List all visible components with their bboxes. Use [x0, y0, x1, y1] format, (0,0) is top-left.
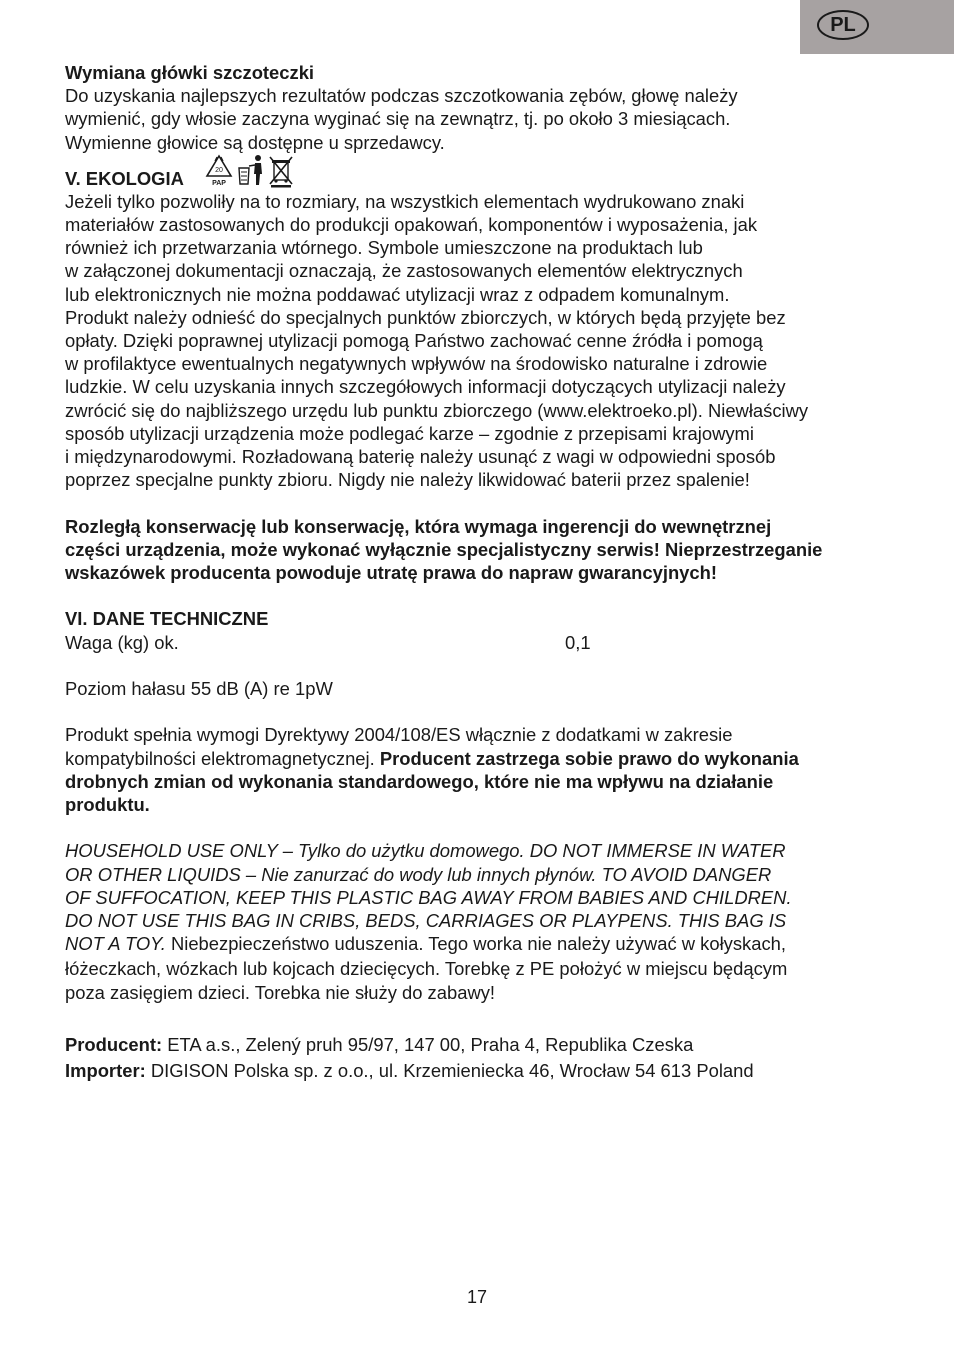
safety-line	[65, 932, 895, 957]
ecology-line: poprzez specjalne punkty zbioru. Nigdy nie należy likwidować baterii przez spalenie!	[65, 469, 750, 491]
ecology-line: sposób utylizacji urządzenia może podlegać karze – zgodnie z przepisami krajowymi	[65, 422, 754, 444]
weight-row	[65, 631, 895, 654]
service-warning-line: Rozległą konserwację lub konserwację, która wymaga ingerencji do wewnętrznej	[65, 515, 772, 537]
directive-line: produktu.	[65, 794, 150, 816]
ecology-line: Produkt należy odnieść do specjalnych punktów zbiorczych, w których będą przyjęte bez	[65, 306, 786, 328]
ecology-line: również ich przetwarzania wtórnego. Symbole umieszczone na produktach lub	[65, 237, 703, 259]
importer-label: Importer:	[65, 1060, 146, 1082]
importer-value: DIGISON Polska sp. z o.o., ul. Krzemieniecka 46, Wrocław 54 613 Poland	[145, 1060, 754, 1082]
producer-value: ETA a.s., Zelený pruh 95/97, 147 00, Praha 4, Republika Czeska	[162, 1034, 694, 1056]
directive-plain: kompatybilności elektromagnetycznej.	[65, 747, 380, 769]
ecology-line: zwrócić się do najbliższego urzędu lub punktu zbiorczego (www.elektroeko.pl). Niewłaściwy	[65, 399, 809, 421]
ecology-line: w profilaktyce ewentualnych negatywnych wpływów na środowisko naturalne i zdrowie	[65, 353, 768, 375]
safety-line: łóżeczkach, wózkach lub kojcach dziecięcych. Torebkę z PE położyć w miejscu będącym	[65, 957, 788, 979]
weight-value: 0,1	[565, 631, 591, 653]
service-warning-line: wskazówek producenta powoduje utratę prawa do napraw gwarancyjnych!	[65, 562, 717, 584]
safety-line: OF SUFFOCATION, KEEP THIS PLASTIC BAG AWAY FROM BABIES AND CHILDREN.	[65, 886, 792, 908]
safety-line: poza zasięgiem dzieci. Torebka nie służy do zabawy!	[65, 982, 496, 1004]
ecology-line: ludzkie. W celu uzyskania innych szczegółowych informacji dotyczących utylizacji należy	[65, 376, 786, 398]
ecology-heading-row	[65, 154, 895, 190]
ecology-icons	[204, 154, 294, 188]
technical-title: VI. DANE TECHNICZNE	[65, 608, 269, 630]
page-number: 17	[466, 1287, 488, 1307]
ecology-title: V. EKOLOGIA	[65, 167, 184, 189]
safety-line: OR OTHER LIQUIDS – Nie zanurzać do wody lub innych płynów. TO AVOID DANGER	[65, 863, 772, 885]
brush-head-line: Do uzyskania najlepszych rezultatów podczas szczotkowania zębów, głowę należy	[65, 85, 738, 107]
safety-line: DO NOT USE THIS BAG IN CRIBS, BEDS, CARRIAGES OR PLAYPENS. THIS BAG IS	[65, 910, 787, 932]
brush-head-line: Wymienne głowice są dostępne u sprzedawcy.	[65, 131, 445, 153]
noise-level: Poziom hałasu 55 dB (A) re 1pW	[65, 678, 333, 700]
directive-bold: Producent zastrzega sobie prawo do wykonania	[379, 747, 799, 769]
brush-head-line: wymienić, gdy włosie zaczyna wyginać się na zewnątrz, tj. po około 3 miesiącach.	[65, 108, 731, 130]
importer-line	[65, 1058, 895, 1084]
ecology-line: Jeżeli tylko pozwoliły na to rozmiary, na wszystkich elementach wydrukowano znaki	[65, 190, 745, 212]
ecology-line: w załączonej dokumentacji oznaczają, że zastosowanych elementów elektrycznych	[65, 260, 743, 282]
crossed-out-wheelie-bin-icon	[268, 154, 294, 188]
recycle-code: 20	[214, 166, 223, 174]
producer-line	[65, 1032, 895, 1058]
ecology-line: i międzynarodowymi. Rozładowaną baterię należy usunąć z wagi w odpowiedni sposób	[65, 446, 776, 468]
brush-head-title: Wymiana główki szczoteczki	[65, 62, 315, 83]
document-body	[65, 61, 895, 1084]
directive-line: Produkt spełnia wymogi Dyrektywy 2004/108/ES włącznie z dodatkami w zakresie	[65, 724, 733, 746]
ecology-line: opłaty. Dzięki poprawnej utylizacji pomogą Państwo zachować cenne źródła i pomogą	[65, 330, 763, 352]
language-tab	[800, 0, 954, 54]
safety-plain: Niebezpieczeństwo uduszenia. Tego worka nie należy używać w kołyskach,	[165, 933, 786, 955]
language-badge: PL	[817, 10, 869, 40]
producer-label: Producent:	[65, 1034, 163, 1056]
weight-label: Waga (kg) ok.	[65, 631, 179, 653]
service-warning-line: części urządzenia, może wykonać wyłącznie specjalistyczny serwis! Nieprzestrzeganie	[65, 538, 823, 560]
recycle-pap-20-icon	[204, 154, 234, 188]
recycle-label: PAP	[211, 179, 226, 187]
directive-line: drobnych zmian od wykonania standardowego, które nie ma wpływu na działanie	[65, 770, 774, 792]
directive-line	[65, 747, 895, 770]
safety-italic: NOT A TOY.	[65, 933, 166, 955]
ecology-line: lub elektronicznych nie można poddawać utylizacji wraz z odpadem komunalnym.	[65, 283, 730, 305]
ecology-line: materiałów zastosowanych do produkcji opakowań, komponentów i wyposażenia, jak	[65, 214, 758, 236]
safety-line: HOUSEHOLD USE ONLY – Tylko do użytku domowego. DO NOT IMMERSE IN WATER	[65, 840, 786, 862]
tidy-man-bin-icon	[236, 154, 266, 188]
